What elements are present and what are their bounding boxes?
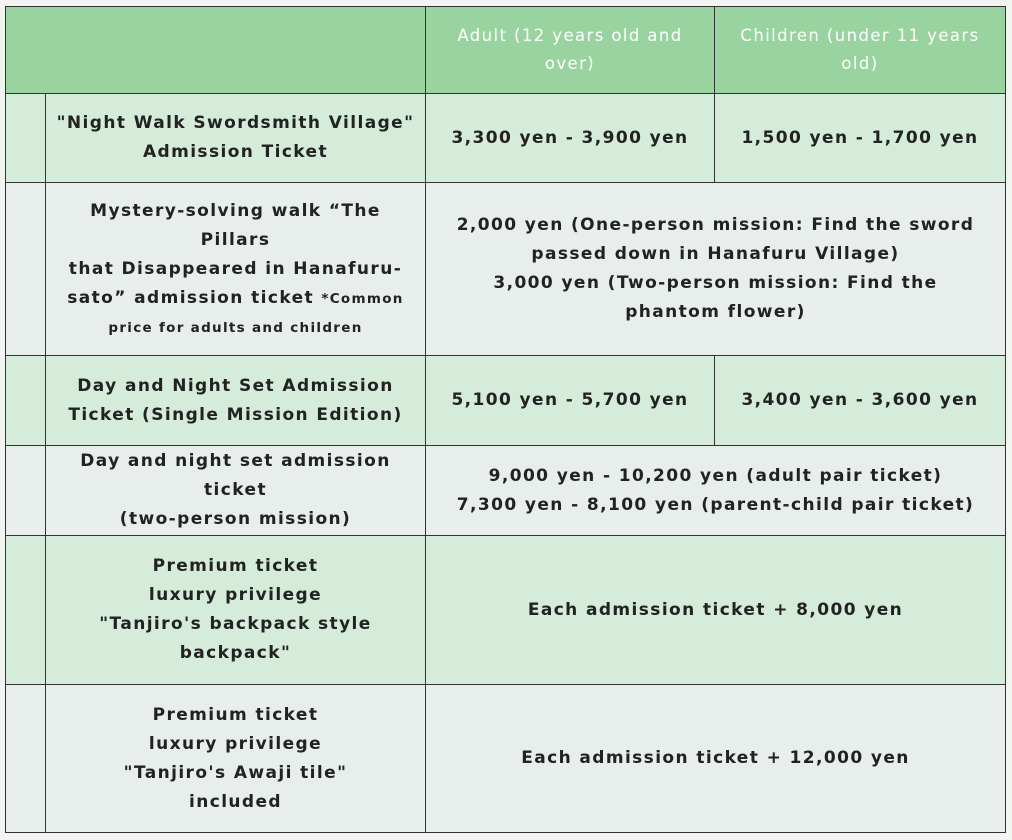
ticket-name-line: "Tanjiro's Awaji tile"	[123, 762, 348, 783]
ticket-name-cell	[46, 536, 426, 685]
ticket-name-line: Mystery-solving walk “The Pillars	[90, 200, 381, 250]
header-children-label: Children (under 11 years old)	[740, 26, 980, 73]
table-header-row	[6, 7, 1006, 94]
price-table-container	[5, 6, 1006, 833]
ticket-name-cell	[46, 446, 426, 536]
price-line: 3,000 yen (Two-person mission: Find the phantom flower)	[493, 273, 938, 322]
ticket-name-line: included	[188, 791, 282, 812]
ticket-name-line: sato” admission ticket	[67, 287, 315, 308]
row-side-cell	[6, 94, 46, 183]
adult-price-cell: 5,100 yen - 5,700 yen	[426, 356, 715, 446]
adult-price-cell: 3,300 yen - 3,900 yen	[426, 94, 715, 183]
children-price-cell: 3,400 yen - 3,600 yen	[715, 356, 1006, 446]
price-line: 7,300 yen - 8,100 yen (parent-child pair ticket)	[456, 494, 975, 515]
table-row	[6, 446, 1006, 536]
ticket-name-line: backpack"	[179, 643, 292, 663]
header-children	[715, 7, 1006, 94]
table-row	[6, 685, 1006, 833]
ticket-name-cell	[46, 183, 426, 356]
row-side-cell	[6, 356, 46, 446]
ticket-name-line: (two-person mission)	[119, 509, 352, 529]
ticket-name-line: Premium ticket	[152, 556, 319, 576]
ticket-name-line: Admission Ticket	[142, 142, 329, 162]
ticket-name-line: "Night Walk Swordsmith Village"	[56, 113, 415, 133]
ticket-name-line: luxury privilege	[148, 585, 323, 605]
combined-price-cell	[426, 183, 1006, 356]
table-row	[6, 356, 1006, 446]
header-side-cell	[6, 7, 46, 94]
combined-price-cell: Each admission ticket + 12,000 yen	[426, 685, 1006, 833]
ticket-name-cell	[46, 94, 426, 183]
row-side-cell	[6, 685, 46, 833]
ticket-name-line: Ticket (Single Mission Edition)	[68, 404, 403, 425]
row-side-cell	[6, 536, 46, 685]
ticket-name-line: "Tanjiro's backpack style	[99, 614, 372, 634]
row-side-cell	[6, 183, 46, 356]
ticket-name-line: that Disappeared in Hanafuru-	[68, 258, 403, 279]
table-row	[6, 183, 1006, 356]
common-price-note: *Common price for adults and children	[108, 290, 404, 336]
combined-price-cell	[426, 446, 1006, 536]
price-line: 2,000 yen (One-person mission: Find the sword passed down in Hanafuru Village)	[456, 215, 975, 264]
price-table	[5, 6, 1006, 833]
children-price-cell: 1,500 yen - 1,700 yen	[715, 94, 1006, 183]
table-row	[6, 94, 1006, 183]
ticket-name-cell	[46, 685, 426, 833]
ticket-name-line: Premium ticket	[152, 704, 319, 725]
ticket-name-line: Day and night set admission ticket	[80, 451, 391, 500]
ticket-name-line: luxury privilege	[148, 733, 323, 754]
ticket-name-line: Day and Night Set Admission	[77, 375, 394, 396]
table-row	[6, 536, 1006, 685]
header-adult-label: Adult (12 years old and over)	[457, 26, 683, 73]
header-ticket-cell	[46, 7, 426, 94]
header-adult	[426, 7, 715, 94]
price-line: 9,000 yen - 10,200 yen (adult pair ticket)	[488, 465, 943, 486]
row-side-cell	[6, 446, 46, 536]
ticket-name-cell	[46, 356, 426, 446]
combined-price-cell: Each admission ticket + 8,000 yen	[426, 536, 1006, 685]
